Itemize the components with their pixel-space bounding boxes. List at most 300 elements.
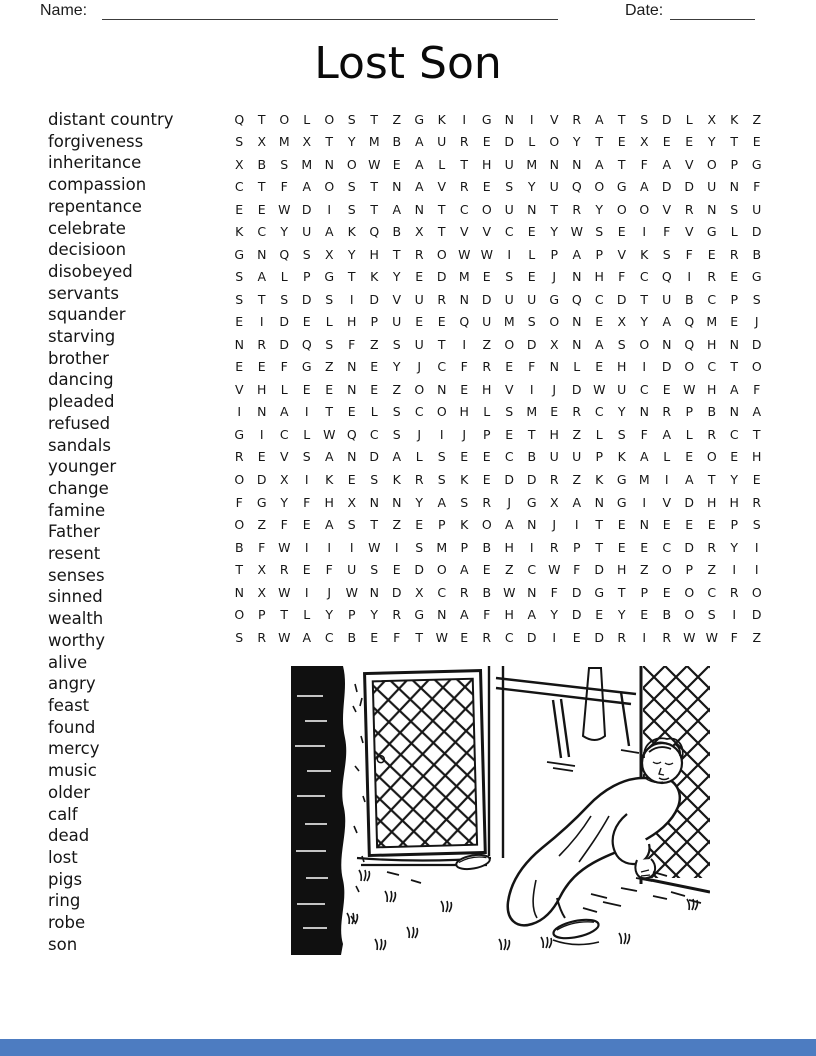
grid-cell: O <box>279 111 290 127</box>
grid-cell: L <box>303 111 311 127</box>
grid-cell: S <box>347 201 356 217</box>
grid-cell: O <box>706 449 717 465</box>
grid-cell: F <box>460 359 468 375</box>
grid-cell: L <box>595 426 603 442</box>
grid-cell: E <box>527 224 536 240</box>
grid-cell: N <box>527 517 537 533</box>
grid-cell: N <box>234 584 244 600</box>
grid-cell: M <box>301 156 313 172</box>
grid-cell: P <box>730 517 739 533</box>
grid-cell: W <box>683 629 696 645</box>
grid-cell: C <box>459 201 469 217</box>
grid-cell: Y <box>280 494 289 510</box>
grid-cell: B <box>707 404 717 420</box>
word-list-item: squander <box>48 305 126 325</box>
grid-cell: K <box>235 224 244 240</box>
grid-cell: W <box>593 381 606 397</box>
grid-cell: B <box>392 224 402 240</box>
grid-cell: Y <box>370 607 379 623</box>
grid-cell: E <box>257 201 266 217</box>
grid-cell: R <box>572 201 582 217</box>
grid-cell: H <box>707 494 717 510</box>
grid-cell: S <box>437 449 446 465</box>
grid-cell: E <box>370 359 379 375</box>
grid-cell: E <box>257 359 266 375</box>
grid-cell: U <box>549 449 559 465</box>
grid-cell: X <box>414 584 424 600</box>
grid-cell: E <box>752 472 761 487</box>
grid-cell: Y <box>280 224 289 240</box>
word-list-item: Father <box>48 522 100 542</box>
grid-cell: X <box>257 134 267 150</box>
name-label: Name: <box>40 2 88 19</box>
grid-cell: N <box>662 336 672 352</box>
grid-cell: N <box>324 156 334 172</box>
word-list-item: mercy <box>48 739 100 759</box>
grid-cell: L <box>685 426 693 442</box>
grid-cell: S <box>370 472 379 487</box>
grid-cell: I <box>349 539 354 555</box>
grid-cell: I <box>462 336 467 352</box>
grid-cell: S <box>347 517 356 533</box>
grid-cell: D <box>526 472 537 487</box>
grid-cell: U <box>347 562 357 578</box>
grid-cell: S <box>752 291 761 307</box>
grid-cell: Z <box>504 562 514 578</box>
grid-cell: M <box>278 134 290 150</box>
grid-cell: S <box>370 562 379 578</box>
grid-cell: G <box>301 359 312 375</box>
grid-cell: E <box>482 179 491 195</box>
grid-cell: A <box>639 179 649 195</box>
grid-cell: I <box>304 584 309 600</box>
grid-cell: U <box>527 291 537 307</box>
grid-cell: I <box>732 562 737 578</box>
grid-cell: T <box>280 607 289 623</box>
grid-cell: S <box>505 179 514 195</box>
grid-cell: C <box>639 269 649 285</box>
grid-cell: S <box>302 246 311 262</box>
grid-cell: I <box>642 359 647 375</box>
grid-cell: T <box>640 291 649 307</box>
grid-cell: A <box>324 449 334 465</box>
grid-cell: S <box>392 404 401 420</box>
grid-cell: A <box>662 314 672 330</box>
grid-cell: O <box>684 584 695 600</box>
grid-cell: G <box>414 607 425 623</box>
grid-cell: A <box>752 404 762 420</box>
grid-cell: Q <box>661 269 672 285</box>
grid-cell: R <box>662 629 672 645</box>
grid-cell: E <box>617 224 626 240</box>
grid-cell: H <box>347 314 357 330</box>
grid-cell: E <box>460 449 469 465</box>
grid-cell: E <box>392 156 401 172</box>
grid-cell: A <box>459 562 469 578</box>
grid-cell: E <box>370 381 379 397</box>
date-label: Date: <box>625 2 664 19</box>
grid-cell: K <box>730 111 739 127</box>
grid-cell: P <box>302 269 311 285</box>
grid-cell: K <box>347 224 356 240</box>
grid-cell: G <box>706 224 717 240</box>
word-list-item: refused <box>48 413 111 433</box>
grid-cell: K <box>595 472 604 487</box>
grid-cell: R <box>459 134 469 150</box>
grid-cell: E <box>460 381 469 397</box>
grid-cell: S <box>235 629 244 645</box>
grid-cell: T <box>617 111 626 127</box>
word-list-item: celebrate <box>48 218 126 238</box>
grid-cell: F <box>753 179 761 195</box>
grid-cell: E <box>595 607 604 623</box>
grid-cell: R <box>549 539 559 555</box>
grid-cell: V <box>437 179 447 195</box>
grid-cell: H <box>707 381 717 397</box>
grid-cell: O <box>436 562 447 578</box>
grid-cell: G <box>526 494 537 510</box>
grid-cell: D <box>684 179 695 195</box>
grid-cell: E <box>482 449 491 465</box>
grid-cell: T <box>460 156 469 172</box>
grid-cell: E <box>235 201 244 217</box>
grid-cell: I <box>574 517 579 533</box>
grid-cell: E <box>392 562 401 578</box>
grid-cell: M <box>436 539 448 555</box>
grid-cell: D <box>369 291 380 307</box>
grid-cell: M <box>368 134 380 150</box>
grid-cell: R <box>707 269 717 285</box>
grid-cell: I <box>687 269 692 285</box>
grid-cell: X <box>347 494 357 510</box>
grid-cell: E <box>730 314 739 330</box>
word-list-item: forgiveness <box>48 131 144 151</box>
grid-cell: X <box>257 562 267 578</box>
grid-cell: V <box>662 201 672 217</box>
grid-cell: Y <box>617 404 626 420</box>
grid-cell: L <box>280 381 288 397</box>
grid-cell: K <box>460 472 469 487</box>
grid-cell: F <box>685 246 693 262</box>
grid-cell: I <box>349 291 354 307</box>
grid-cell: O <box>549 134 560 150</box>
grid-cell: N <box>234 336 244 352</box>
grid-cell: O <box>504 336 515 352</box>
grid-cell: Q <box>684 314 695 330</box>
word-list-item: calf <box>48 804 78 824</box>
grid-cell: L <box>303 607 311 623</box>
grid-cell: J <box>327 584 332 600</box>
grid-cell: U <box>504 201 514 217</box>
word-list-item: wealth <box>48 609 104 629</box>
grid-cell: R <box>234 449 244 465</box>
grid-cell: U <box>662 291 672 307</box>
grid-cell: O <box>639 201 650 217</box>
grid-cell: I <box>462 111 467 127</box>
grid-cell: G <box>234 246 245 262</box>
grid-cell: D <box>661 359 672 375</box>
grid-cell: E <box>685 134 694 150</box>
grid-cell: E <box>617 517 626 533</box>
grid-cell: H <box>752 449 762 465</box>
grid-cell: E <box>302 517 311 533</box>
grid-cell: E <box>752 134 761 150</box>
grid-cell: O <box>751 584 762 600</box>
grid-cell: K <box>617 449 626 465</box>
grid-cell: B <box>482 584 492 600</box>
grid-cell: D <box>504 134 515 150</box>
grid-cell: C <box>707 359 717 375</box>
grid-cell: T <box>617 156 626 172</box>
grid-cell: E <box>302 381 311 397</box>
grid-cell: T <box>595 517 604 533</box>
grid-cell: H <box>504 539 514 555</box>
grid-cell: B <box>234 539 244 555</box>
grid-cell: R <box>729 584 739 600</box>
grid-cell: T <box>730 359 739 375</box>
grid-cell: C <box>639 381 649 397</box>
grid-cell: Z <box>752 111 762 127</box>
grid-cell: D <box>391 584 402 600</box>
date-blank-line <box>670 2 755 20</box>
grid-cell: Y <box>730 539 739 555</box>
grid-cell: L <box>280 269 288 285</box>
word-list-item: angry <box>48 674 96 694</box>
grid-cell: T <box>437 224 446 240</box>
grid-cell: K <box>325 472 334 487</box>
word-list-item: lost <box>48 847 78 867</box>
grid-cell: E <box>302 562 311 578</box>
grid-cell: E <box>505 359 514 375</box>
grid-cell: D <box>256 472 267 487</box>
grid-cell: D <box>571 607 582 623</box>
grid-cell: E <box>235 359 244 375</box>
grid-cell: G <box>324 269 335 285</box>
grid-cell: Y <box>550 224 559 240</box>
grid-cell: H <box>324 494 334 510</box>
prodigal-son-illustration <box>291 666 710 955</box>
grid-cell: N <box>572 336 582 352</box>
grid-cell: O <box>706 156 717 172</box>
grid-cell: H <box>369 246 379 262</box>
grid-cell: D <box>661 179 672 195</box>
word-list-item: brother <box>48 348 109 368</box>
grid-cell: S <box>617 336 626 352</box>
grid-cell: Y <box>392 269 401 285</box>
grid-cell: A <box>729 381 739 397</box>
grid-cell: D <box>279 336 290 352</box>
grid-cell: D <box>751 224 762 240</box>
grid-cell: U <box>707 179 717 195</box>
word-list-item: younger <box>48 457 117 477</box>
grid-cell: N <box>527 584 537 600</box>
grid-cell: V <box>662 494 672 510</box>
grid-cell: E <box>302 314 311 330</box>
grid-cell: Z <box>639 562 649 578</box>
grid-cell: F <box>640 426 648 442</box>
grid-cell: A <box>594 156 604 172</box>
grid-cell: V <box>504 381 514 397</box>
grid-cell: P <box>550 246 559 262</box>
grid-cell: N <box>369 584 379 600</box>
grid-cell: S <box>707 607 716 623</box>
grid-cell: D <box>301 201 312 217</box>
grid-cell: P <box>730 291 739 307</box>
grid-cell: Y <box>392 359 401 375</box>
grid-cell: I <box>259 314 264 330</box>
grid-cell: Q <box>571 179 582 195</box>
grid-cell: O <box>684 359 695 375</box>
grid-cell: M <box>638 472 650 487</box>
grid-cell: S <box>392 336 401 352</box>
grid-cell: T <box>347 269 356 285</box>
grid-cell: N <box>572 269 582 285</box>
grid-cell: E <box>617 134 626 150</box>
grid-cell: T <box>325 134 334 150</box>
grid-cell: E <box>527 269 536 285</box>
grid-cell: E <box>572 629 581 645</box>
grid-cell: R <box>257 629 267 645</box>
grid-cell: A <box>324 517 334 533</box>
word-list-item: repentance <box>48 196 142 216</box>
grid-cell: F <box>573 562 581 578</box>
grid-cell: U <box>504 156 514 172</box>
grid-cell: N <box>459 291 469 307</box>
grid-cell: N <box>437 381 447 397</box>
grid-cell: T <box>257 111 266 127</box>
word-list-item: son <box>48 934 78 954</box>
grid-cell: N <box>369 494 379 510</box>
grid-cell: I <box>439 426 444 442</box>
grid-cell: Q <box>684 336 695 352</box>
grid-cell: D <box>571 584 582 600</box>
grid-cell: Y <box>347 134 356 150</box>
grid-cell: P <box>572 539 581 555</box>
grid-cell: J <box>552 381 557 397</box>
grid-cell: W <box>368 539 381 555</box>
grid-cell: S <box>235 291 244 307</box>
grid-cell: H <box>707 336 717 352</box>
grid-cell: S <box>640 111 649 127</box>
grid-cell: O <box>751 359 762 375</box>
grid-cell: T <box>235 562 244 578</box>
grid-cell: I <box>394 539 399 555</box>
grid-cell: G <box>594 584 605 600</box>
word-list-item: disobeyed <box>48 261 133 281</box>
word-list-item: sandals <box>48 435 111 455</box>
grid-cell: E <box>482 562 491 578</box>
grid-cell: Z <box>572 472 582 487</box>
grid-cell: A <box>527 607 537 623</box>
grid-cell: A <box>414 179 424 195</box>
grid-cell: Y <box>595 201 604 217</box>
grid-cell: A <box>414 156 424 172</box>
grid-cell: R <box>549 472 559 487</box>
grid-cell: G <box>616 179 627 195</box>
grid-cell: G <box>481 111 492 127</box>
grid-cell: C <box>729 426 739 442</box>
grid-cell: V <box>482 224 492 240</box>
grid-cell: Y <box>347 246 356 262</box>
grid-cell: P <box>685 404 694 420</box>
grid-cell: O <box>549 314 560 330</box>
grid-cell: D <box>616 291 627 307</box>
grid-cell: E <box>550 404 559 420</box>
grid-cell: O <box>594 179 605 195</box>
grid-cell: E <box>730 449 739 465</box>
grid-cell: W <box>278 629 291 645</box>
grid-cell: G <box>751 156 762 172</box>
grid-cell: A <box>392 201 402 217</box>
grid-cell: D <box>526 336 537 352</box>
grid-cell: X <box>257 584 267 600</box>
grid-cell: T <box>325 404 334 420</box>
grid-cell: N <box>729 404 739 420</box>
grid-cell: Q <box>234 111 245 127</box>
grid-cell: N <box>707 201 717 217</box>
grid-cell: D <box>571 381 582 397</box>
grid-cell: V <box>617 246 627 262</box>
grid-cell: F <box>303 494 311 510</box>
grid-cell: T <box>550 201 559 217</box>
grid-cell: A <box>324 224 334 240</box>
grid-cell: C <box>437 584 447 600</box>
grid-cell: Z <box>324 359 334 375</box>
grid-cell: L <box>370 404 378 420</box>
grid-cell: D <box>481 291 492 307</box>
grid-cell: O <box>234 517 245 533</box>
word-list-item: alive <box>48 652 88 672</box>
grid-cell: A <box>437 494 447 510</box>
grid-cell: O <box>324 179 335 195</box>
grid-cell: A <box>414 134 424 150</box>
grid-cell: G <box>616 494 627 510</box>
grid-cell: N <box>639 517 649 533</box>
grid-cell: J <box>462 426 467 442</box>
grid-cell: G <box>751 269 762 285</box>
grid-cell: U <box>414 336 424 352</box>
grid-cell: U <box>302 224 312 240</box>
grid-cell: E <box>257 449 266 465</box>
grid-cell: L <box>483 404 491 420</box>
grid-cell: X <box>549 494 559 510</box>
grid-cell: I <box>507 246 512 262</box>
grid-cell: B <box>752 246 762 262</box>
grid-cell: E <box>460 629 469 645</box>
grid-cell: O <box>436 404 447 420</box>
grid-cell: Q <box>571 291 582 307</box>
grid-cell: P <box>482 426 491 442</box>
grid-cell: L <box>325 314 333 330</box>
grid-cell: T <box>437 336 446 352</box>
grid-cell: T <box>370 517 379 533</box>
grid-cell: S <box>415 539 424 555</box>
grid-cell: E <box>640 607 649 623</box>
grid-cell: C <box>414 404 424 420</box>
grid-cell: W <box>368 156 381 172</box>
grid-cell: B <box>347 629 357 645</box>
word-list-item: pleaded <box>48 392 115 412</box>
grid-cell: C <box>324 629 334 645</box>
grid-cell: H <box>594 269 604 285</box>
grid-cell: U <box>437 134 447 150</box>
grid-cell: L <box>663 449 671 465</box>
grid-cell: A <box>572 494 582 510</box>
footer-bar <box>0 1039 816 1056</box>
grid-cell: R <box>707 539 717 555</box>
grid-cell: D <box>751 336 762 352</box>
grid-cell: K <box>392 472 401 487</box>
